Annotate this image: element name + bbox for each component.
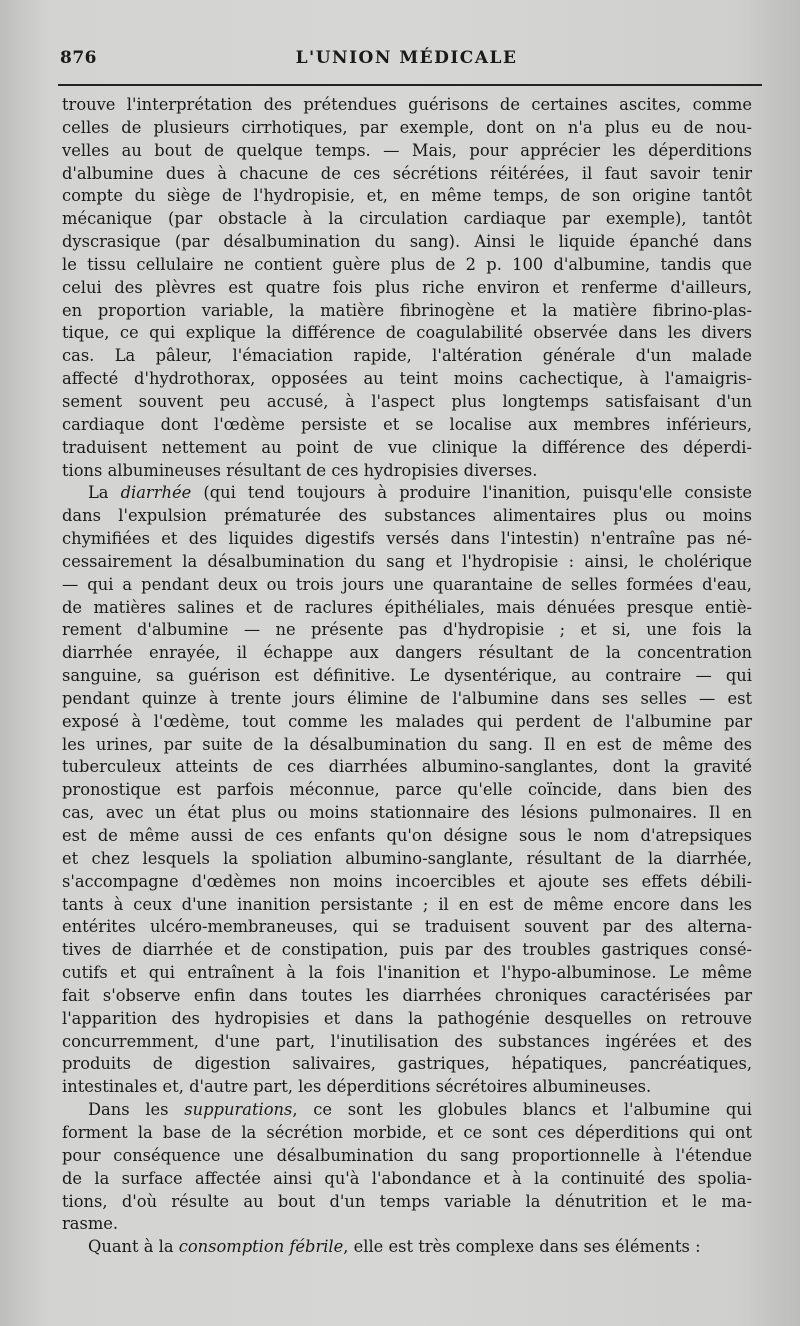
text-line: tives de diarrhée et de constipation, puis par des troubles gastriques consé- <box>62 940 752 960</box>
text-line: cas. La pâleur, l'émaciation rapide, l'altération générale d'un malade <box>62 346 752 366</box>
text-line: concurremment, d'une part, l'inutilisation des substances ingérées et des <box>62 1031 752 1051</box>
paragraph <box>62 1099 752 1236</box>
text-line: intestinales et, d'autre part, les déperditions sécrétoires albumineuses. <box>62 1077 652 1097</box>
page-header <box>58 44 755 78</box>
text-line: le tissu cellulaire ne contient guère plus de 2 p. 100 d'albumine, tandis que <box>62 254 752 274</box>
text-line: celles de plusieurs cirrhotiques, par exemple, dont on n'a plus eu de nou- <box>62 117 752 137</box>
text-line: velles au bout de quelque temps. — Mais, pour apprécier les déperditions <box>62 140 752 160</box>
italic-term: suppurations <box>184 1100 293 1120</box>
text-line: pronostique est parfois méconnue, parce qu'elle coïncide, dans bien des <box>62 780 752 800</box>
text-line: Quant à la consomption fébrile, elle est très complexe dans ses éléments : <box>88 1237 701 1257</box>
text-line: cardiaque dont l'œdème persiste et se localise aux membres inférieurs, <box>62 414 752 434</box>
page-number: 876 <box>60 48 97 68</box>
text-line: traduisent nettement au point de vue clinique la différence des déperdi- <box>62 437 752 457</box>
text-line: mécanique (par obstacle à la circulation cardiaque par exemple), tantôt <box>62 209 752 229</box>
text-line: pour conséquence une désalbumination du sang proportionnelle à l'étendue <box>62 1145 752 1165</box>
text-line: chymifiées et des liquides digestifs versés dans l'intestin) n'entraîne pas né- <box>62 529 752 549</box>
text-line: rasme. <box>62 1214 119 1234</box>
text-line: de la surface affectée ainsi qu'à l'abondance et à la continuité des spolia- <box>62 1168 752 1188</box>
text-line: cutifs et qui entraînent à la fois l'inanition et l'hypo-albuminose. Le même <box>62 963 752 983</box>
text-line: sement souvent peu accusé, à l'aspect plus longtemps satisfaisant d'un <box>62 391 752 411</box>
text-line: cessairement la désalbumination du sang et l'hydropisie : ainsi, le cholérique <box>62 551 752 571</box>
italic-term: consomption fébrile <box>178 1237 344 1257</box>
text-line: tique, ce qui explique la différence de coagulabilité observée dans les divers <box>62 323 752 343</box>
text-line: sanguine, sa guérison est définitive. Le dysentérique, au contraire — qui <box>62 666 752 686</box>
text-line: est de même aussi de ces enfants qu'on désigne sous le nom d'atrepsiques <box>62 826 752 845</box>
text-line: dyscrasique (par désalbumination du sang). Ainsi le liquide épanché dans <box>62 232 752 252</box>
text-line: d'albumine dues à chacune de ces sécrétions réitérées, il faut savoir tenir <box>62 163 752 183</box>
text-line: tuberculeux atteints de ces diarrhées albumino-sanglantes, dont la gravité <box>62 757 752 777</box>
running-title: L'UNION MÉDICALE <box>295 48 518 68</box>
text-line: les urines, par suite de la désalbumination du sang. Il en est de même des <box>62 734 752 754</box>
text-line: compte du siège de l'hydropisie, et, en même temps, de son origine tantôt <box>62 186 752 206</box>
paragraph <box>62 94 752 482</box>
text-line: — qui a pendant deux ou trois jours une quarantaine de selles formées d'eau, <box>62 574 752 594</box>
text-line: diarrhée enrayée, il échappe aux dangers résultant de la concentration <box>62 643 752 663</box>
text-line: s'accompagne d'œdèmes non moins incoercibles et ajoute ses effets débili- <box>62 871 752 891</box>
text-line: trouve l'interprétation des prétendues guérisons de certaines ascites, comme <box>62 95 752 114</box>
body-text <box>62 94 752 1259</box>
text-line: fait s'observe enfin dans toutes les diarrhées chroniques caractérisées par <box>62 985 752 1005</box>
paragraph <box>62 1236 752 1259</box>
text-line: tants à ceux d'une inanition persistante ; il en est de même encore dans les <box>62 894 752 914</box>
text-line: tions, d'où résulte au bout d'un temps variable la dénutrition et le ma- <box>62 1191 752 1211</box>
text-line: dans l'expulsion prématurée des substances alimentaires plus ou moins <box>62 506 752 526</box>
text-line: rement d'albumine — ne présente pas d'hydropisie ; et si, une fois la <box>62 620 752 640</box>
text-line: exposé à l'œdème, tout comme les malades qui perdent de l'albumine par <box>62 711 752 731</box>
paragraph <box>62 482 752 1099</box>
text-line: l'apparition des hydropisies et dans la pathogénie desquelles on retrouve <box>62 1008 752 1028</box>
italic-term: diarrhée <box>120 483 192 503</box>
header-rule <box>58 84 762 86</box>
text-line: forment la base de la sécrétion morbide, et ce sont ces déperditions qui ont <box>62 1122 752 1142</box>
text-line: cas, avec un état plus ou moins stationnaire des lésions pulmonaires. Il en <box>62 803 752 823</box>
text-line: pendant quinze à trente jours élimine de l'albumine dans ses selles — est <box>62 688 752 708</box>
text-line: tions albumineuses résultant de ces hydropisies diverses. <box>62 460 538 480</box>
text-line: de matières salines et de raclures épithéliales, mais dénuées presque entiè- <box>62 597 752 617</box>
text-line: celui des plèvres est quatre fois plus riche environ et renferme d'ailleurs, <box>62 277 752 297</box>
text-line: La diarrhée (qui tend toujours à produire l'inanition, puisqu'elle consiste <box>88 483 752 503</box>
text-line: affecté d'hydrothorax, opposées au teint moins cachectique, à l'amaigris- <box>62 369 752 389</box>
text-line: produits de digestion salivaires, gastriques, hépatiques, pancréatiques, <box>62 1054 752 1074</box>
text-line: entérites ulcéro-membraneuses, qui se traduisent souvent par des alterna- <box>62 917 752 937</box>
text-line: en proportion variable, la matière fibrinogène et la matière fibrino-plas- <box>62 300 752 320</box>
text-line: Dans les suppurations, ce sont les globules blancs et l'albumine qui <box>88 1100 752 1120</box>
text-line: et chez lesquels la spoliation albumino-sanglante, résultant de la diarrhée, <box>62 848 752 868</box>
